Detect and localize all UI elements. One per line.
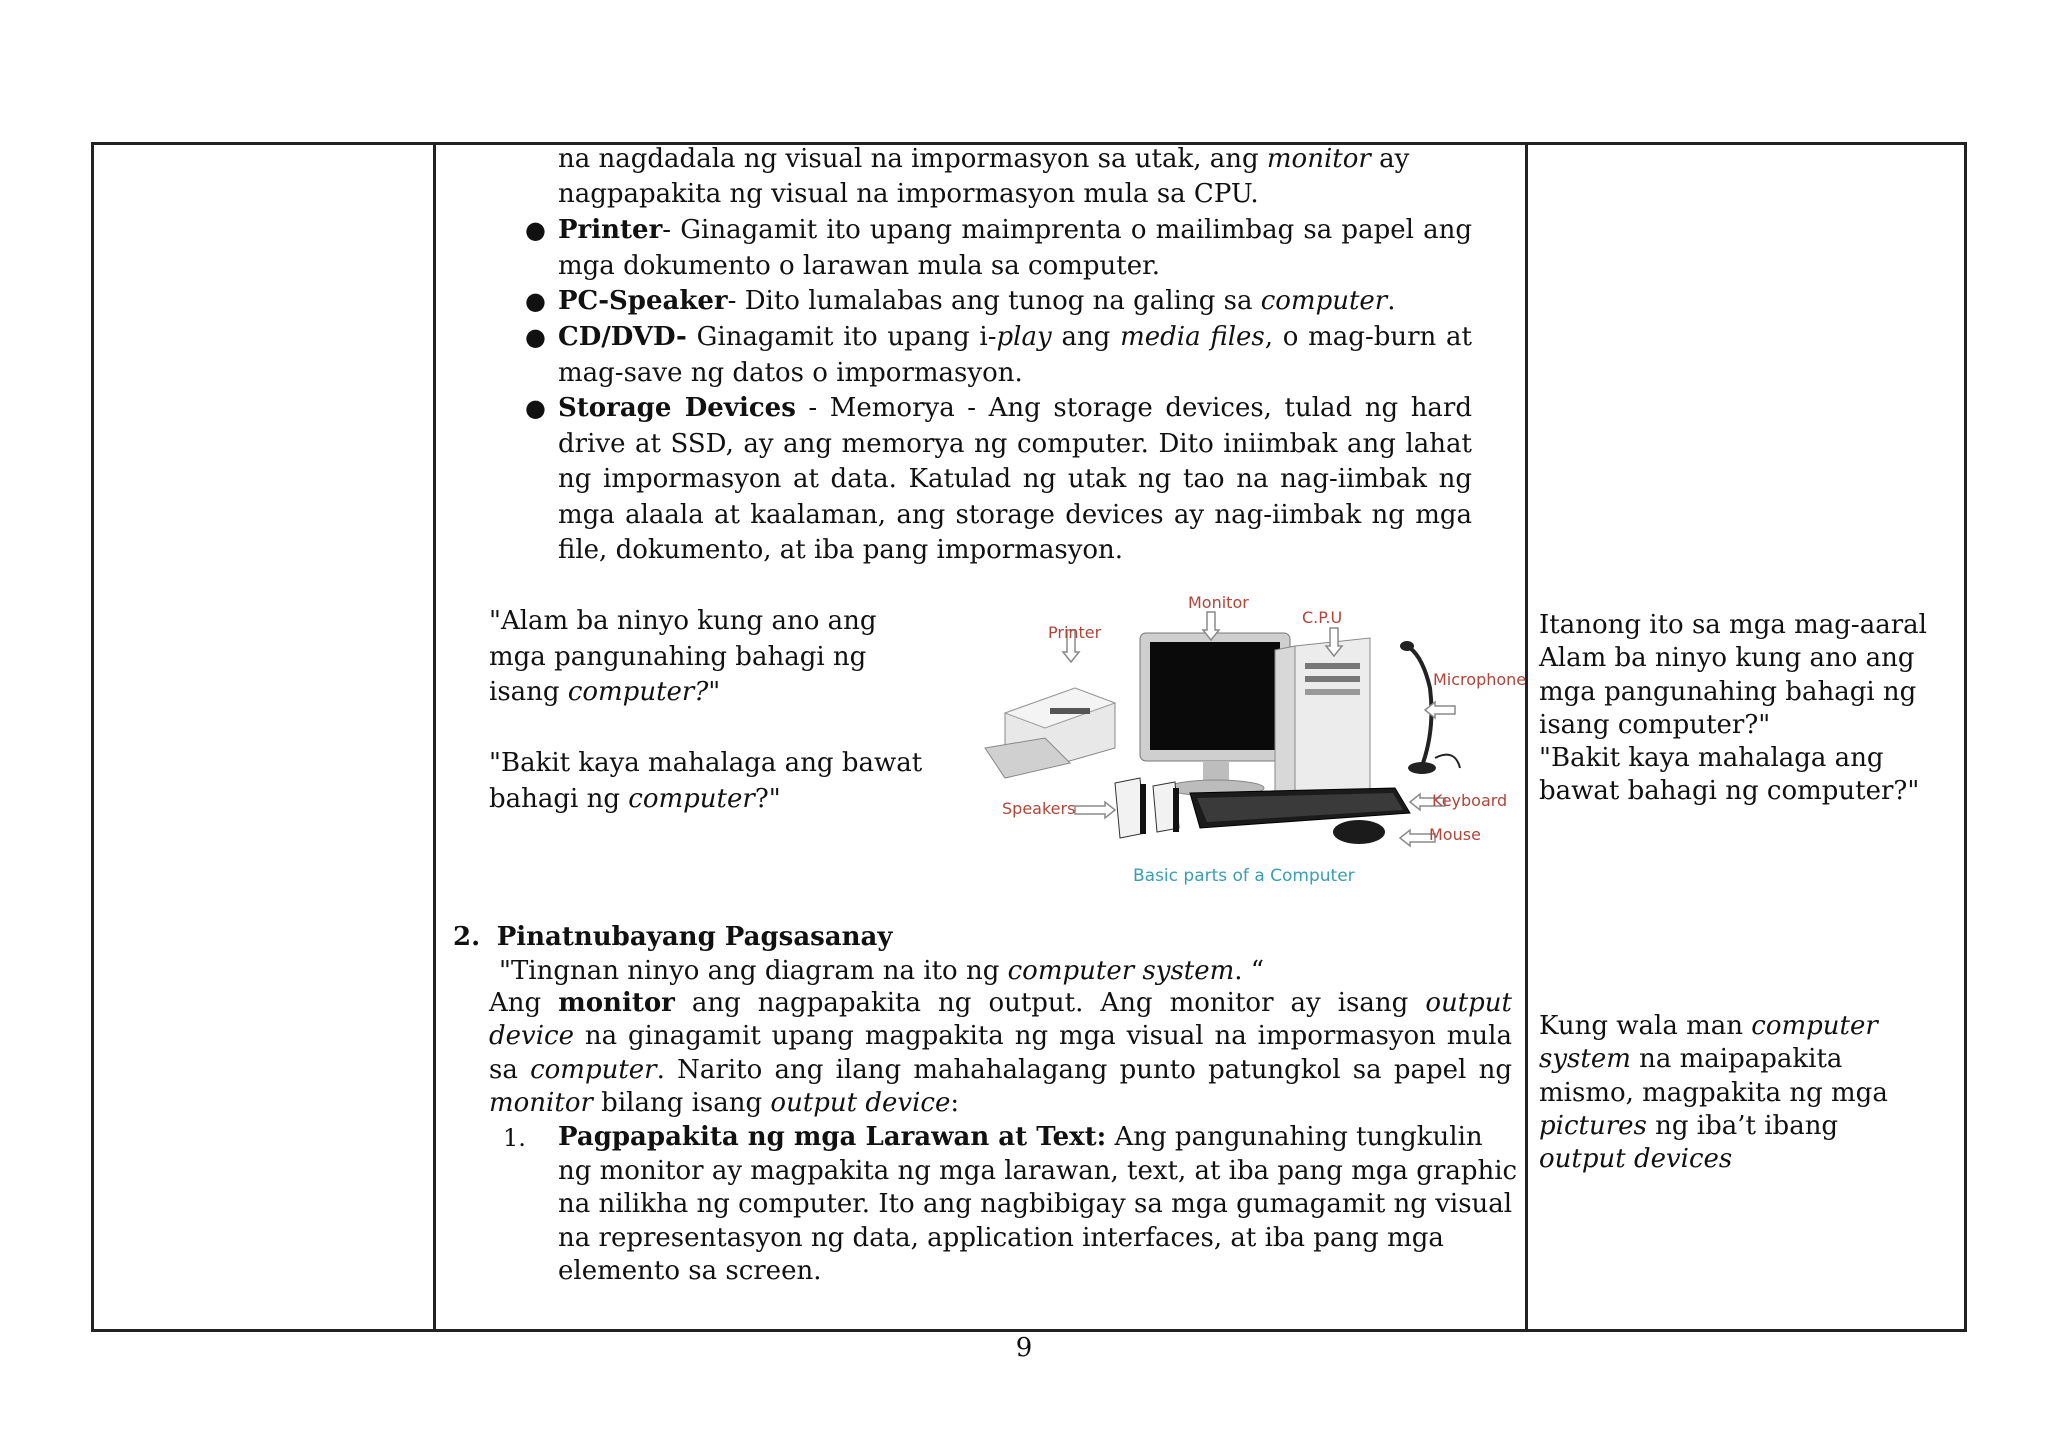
label-mouse: Mouse [1429,825,1481,844]
bullet-icon: ● [525,394,546,422]
note-line: isang computer?" [1539,709,1771,740]
column-divider-right [1525,145,1528,1329]
speakers-image [1115,778,1179,838]
section-2-paragraph: Ang monitor ang nagpapakita ng output. Ang monitor ay isang output device na ginagamit upang magpakita ng mga visual na impormasyon mula sa computer. Narito ang ilang mahahalagang punto patungkol sa papel ng monitor bilang isang output device: [489,988,1513,1118]
question-main-parts: "Alam ba ninyo kung ano ang mga pangunahing bahagi ng isang computer?" [489,606,877,707]
section-2-heading: 2. Pinatnubayang Pagsasanay [453,922,893,952]
bullet-icon: ● [525,323,546,351]
question-importance: "Bakit kaya mahalaga ang bawat bahagi ng computer?" [489,748,923,814]
bullet-printer: Printer- Ginagamit ito upang maimprenta o mailimbag sa papel ang mga dokumento o larawan mula sa computer. [558,215,1472,281]
figure-caption: Basic parts of a Computer [1133,866,1355,886]
teacher-note-questions [1539,609,1934,809]
note-line: mga pangunahing bahagi ng [1539,676,1917,707]
page-number: 9 [1015,1333,1033,1363]
note-line: Itanong ito sa mga mag-aaral [1539,610,1927,640]
bullet-pc-speaker: PC-Speaker- Dito lumalabas ang tunog na galing sa computer. [558,286,1396,316]
section-2-quote: "Tingnan ninyo ang diagram na ito ng computer system. “ [499,956,1265,986]
label-speakers: Speakers [1002,799,1076,818]
keyboard-image [1190,788,1410,828]
bullet-icon: ● [525,216,546,244]
label-microphone: Microphone [1433,670,1527,689]
list-number: 1. [503,1124,526,1152]
note-line: "Bakit kaya mahalaga ang [1539,743,1884,774]
computer-parts-illustration [975,588,1527,888]
column-divider-left [433,145,436,1329]
label-monitor: Monitor [1188,593,1249,612]
bullet-icon: ● [525,287,546,315]
computer-parts-figure [975,588,1527,888]
label-keyboard: Keyboard [1432,791,1508,810]
note-line: Alam ba ninyo kung ano ang [1539,643,1915,674]
teacher-note-output-devices: Kung wala man computer system na maipapakita mismo, magpakita ng mga pictures ng iba’t ibang output devices [1539,1011,1888,1175]
label-cpu: C.P.U [1302,608,1343,627]
bullet-storage-devices: Storage Devices - Memorya - Ang storage devices, tulad ng hard drive at SSD, ay ang memorya ng computer. Dito iniimbak ang lahat ng impormasyon at data. Katulad ng utak ng tao na nag-iimbak ng mga alaala at kaalaman, ang storage devices ay nag-iimbak ng mga file, dokumento, at iba pang impormasyon. [558,393,1473,565]
mouse-image [1333,820,1385,844]
note-line: bawat bahagi ng computer?" [1539,776,1920,807]
bullet-cd-dvd: CD/DVD- Ginagamit ito upang i-play ang media files, o mag-burn at mag-save ng datos o impormasyon. [558,322,1473,388]
intro-line-2: nagpapakita ng visual na impormasyon mula sa CPU. [558,179,1259,209]
list-item-display-images-text: Pagpapakita ng mga Larawan at Text: Ang pangunahing tungkulin ng monitor ay magpakita ng mga larawan, text, at iba pang mga graphic na nilikha ng computer. Ito ang nagbibigay sa mga gumagamit ng visual na representasyon ng data, application interfaces, at iba pang mga elemento sa screen. [558,1122,1518,1286]
monitor-image [1140,633,1290,796]
printer-image [985,688,1115,778]
intro-line-1: na nagdadala ng visual na impormasyon sa utak, ang monitor ay [558,144,1410,174]
cpu-tower-image [1275,638,1370,800]
label-printer: Printer [1048,623,1102,642]
